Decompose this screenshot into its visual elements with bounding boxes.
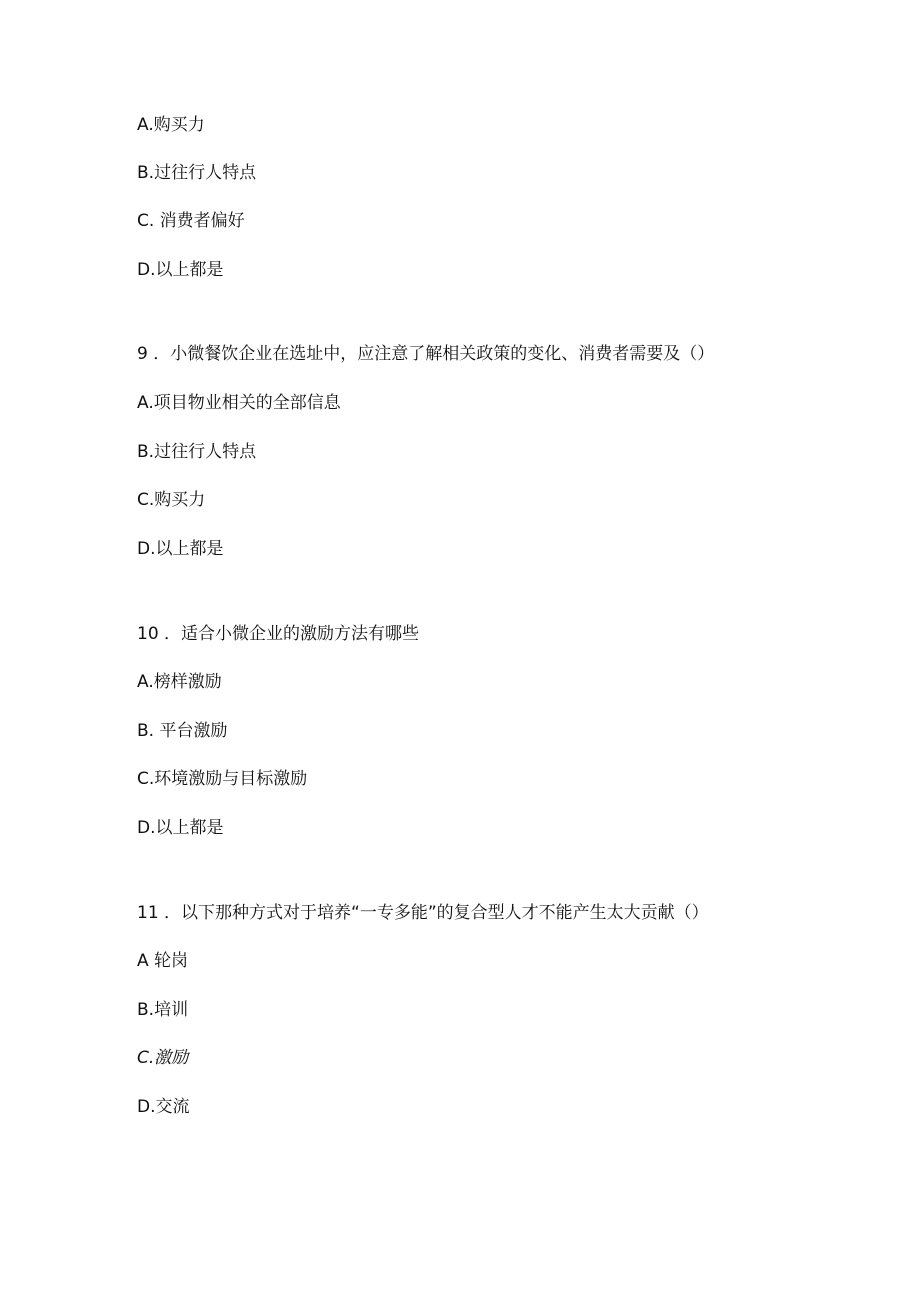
option-c: C.激励	[137, 1048, 189, 1068]
option-a: A.项目物业相关的全部信息	[137, 393, 341, 413]
option-c: C. 消费者偏好	[137, 211, 245, 231]
option-b: B. 平台激励	[137, 721, 228, 741]
option-c: C.环境激励与目标激励	[137, 769, 308, 789]
option-d: D.以上都是	[137, 260, 224, 280]
option-d: D.以上都是	[137, 818, 224, 838]
option-b: B.过往行人特点	[137, 163, 257, 183]
option-a: A.榜样激励	[137, 672, 222, 692]
option-a: A.购买力	[137, 115, 205, 135]
option-b: B.培训	[137, 1000, 189, 1020]
option-a: A 轮岗	[137, 951, 189, 971]
option-d: D.交流	[137, 1097, 190, 1117]
option-d: D.以上都是	[137, 539, 224, 559]
question-9-stem: 9 ．小微餐饮企业在选址中，应注意了解相关政策的变化、消费者需要及（）	[137, 344, 715, 364]
option-b: B.过往行人特点	[137, 442, 257, 462]
question-10-stem: 10 ．适合小微企业的激励方法有哪些	[137, 624, 420, 644]
question-11-stem: 11 ．以下那种方式对于培养“一专多能”的复合型人才不能产生太大贡献（）	[137, 903, 709, 923]
option-c: C.购买力	[137, 490, 206, 510]
